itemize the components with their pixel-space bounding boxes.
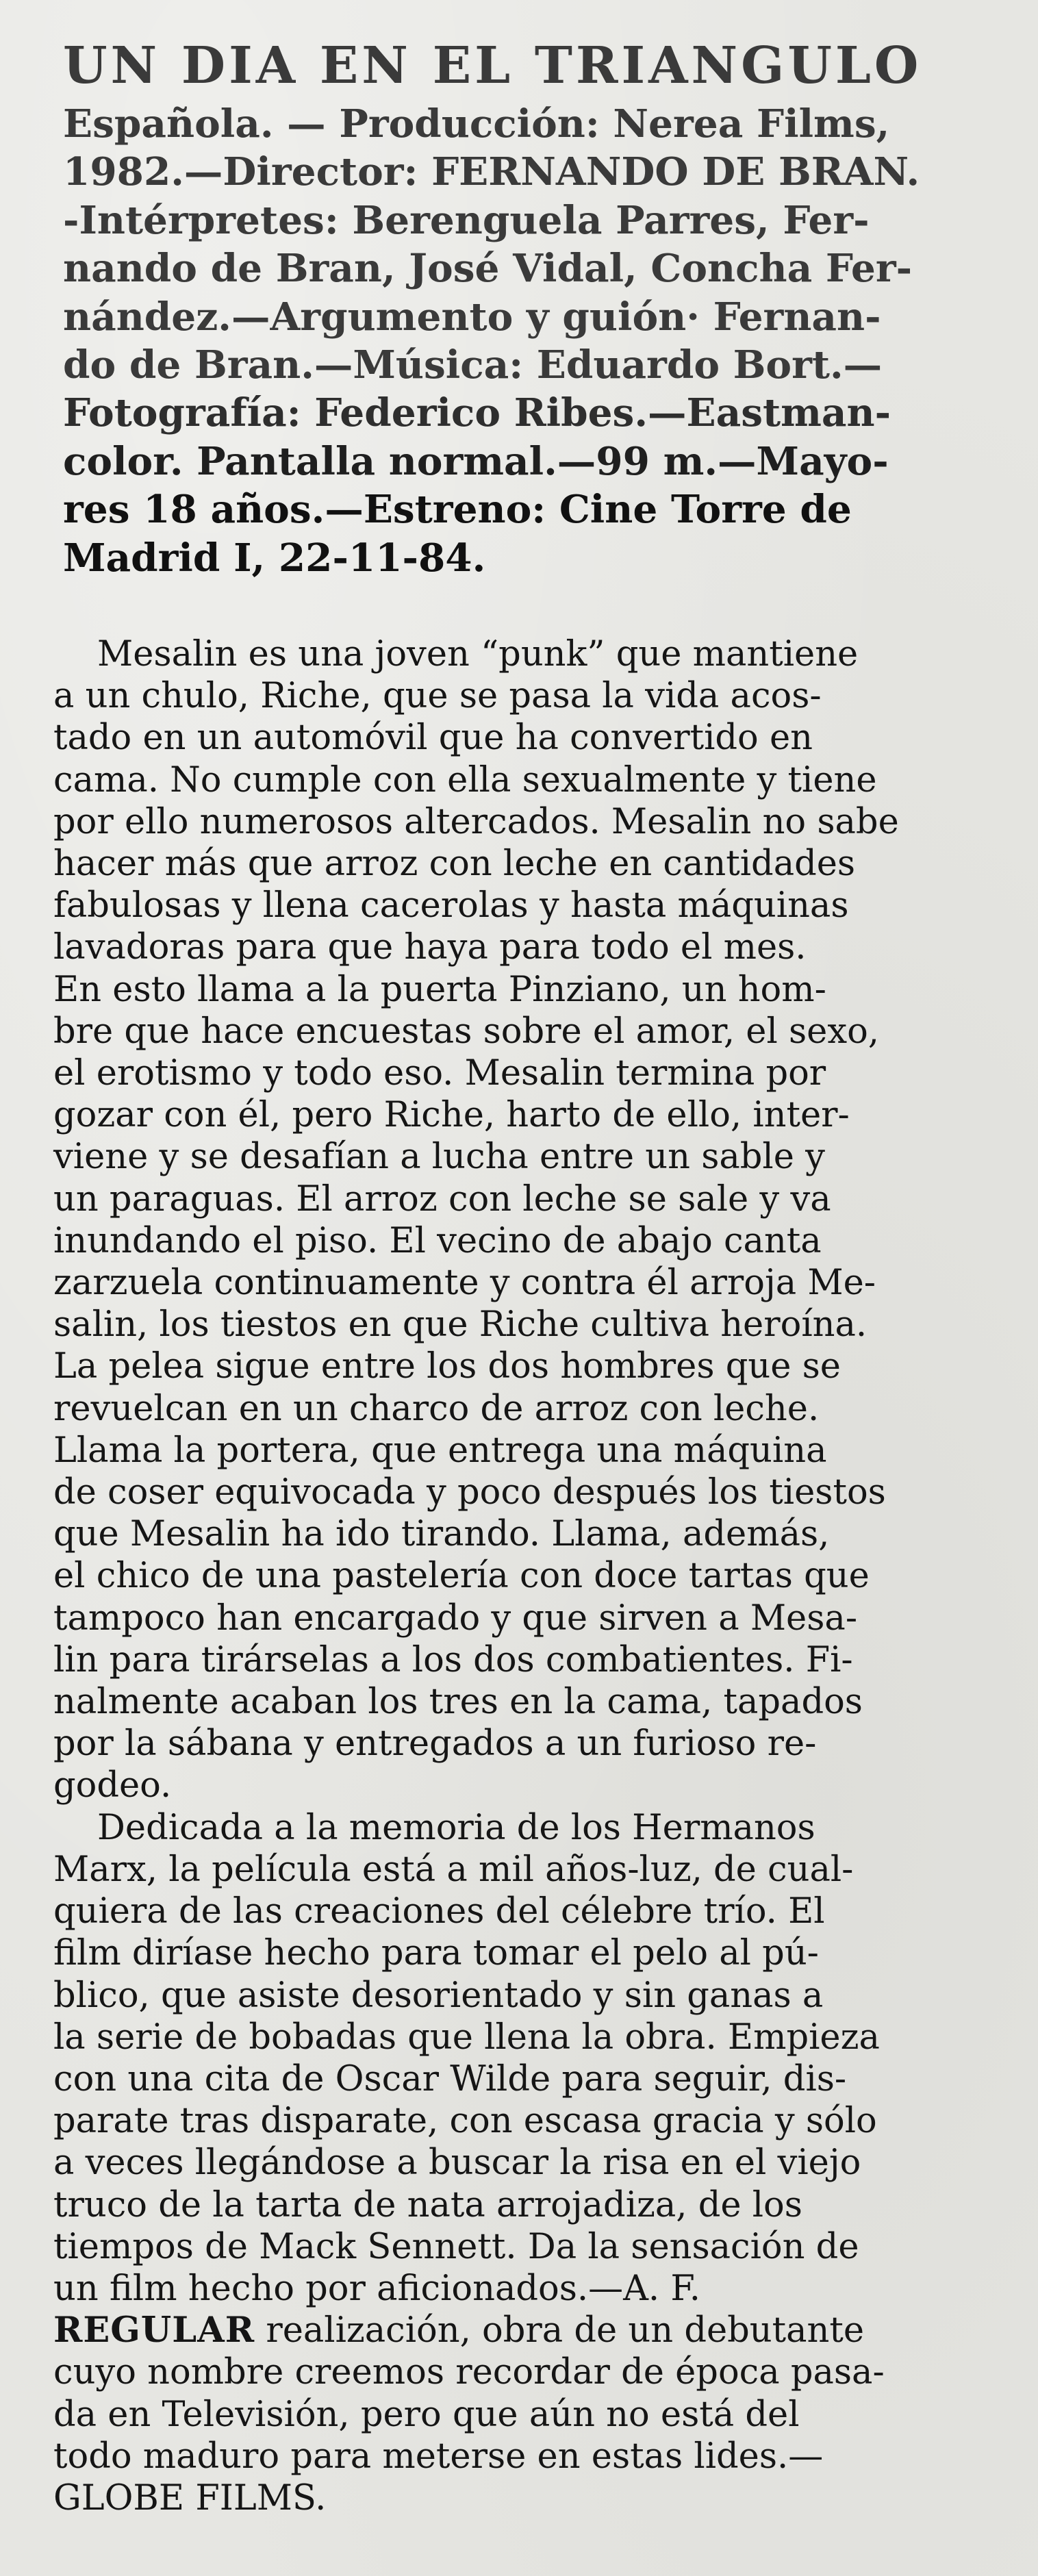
credits-line: res 18 años.—Estreno: Cine Torre de — [63, 487, 852, 533]
film-title: UN DIA EN EL TRIANGULO — [63, 36, 922, 95]
body-line: fabulosas y llena cacerolas y hasta máquinas — [53, 885, 849, 926]
body-line: parate tras disparate, con escasa gracia y sólo — [53, 2101, 877, 2142]
body-line: revuelcan en un charco de arroz con leche. — [53, 1388, 820, 1429]
body-line: a veces llegándose a buscar la risa en el viejo — [53, 2143, 861, 2184]
credits-line: -Intérpretes: Berenguela Parres, Fer- — [63, 197, 870, 243]
credits-line: Fotografía: Federico Ribes.—Eastman- — [63, 390, 891, 436]
distributor-line: GLOBE FILMS. — [53, 2477, 327, 2518]
body-line: da en Televisión, pero que aún no está del — [53, 2394, 800, 2435]
body-line: el chico de una pastelería con doce tartas que — [53, 1556, 870, 1597]
body-line: gozar con él, pero Riche, harto de ello, inter- — [53, 1095, 850, 1136]
body-line: un film hecho por aficionados.—A. F. — [53, 2268, 700, 2309]
body-line: bre que hace encuestas sobre el amor, el sexo, — [53, 1011, 879, 1052]
rating-text: realización, obra de un debutante — [255, 2310, 865, 2351]
body-line: salin, los tiestos en que Riche cultiva heroína. — [53, 1304, 868, 1346]
body-line: lin para tirárselas a los dos combatientes. Fi- — [53, 1639, 853, 1680]
rating-label: REGULAR — [53, 2310, 255, 2351]
body-line: de coser equivocada y poco después los tiestos — [53, 1472, 886, 1513]
body-line: godeo. — [53, 1765, 172, 1806]
credits-line: nández.—Argumento y guión· Fernan- — [63, 294, 881, 340]
body-line: cama. No cumple con ella sexualmente y tiene — [53, 759, 877, 800]
body-line: La pelea sigue entre los dos hombres que se — [53, 1346, 841, 1387]
film-credits — [63, 100, 994, 582]
credits-line: Española. — Producción: Nerea Films, — [63, 101, 890, 147]
body-line: un paraguas. El arroz con leche se sale y va — [53, 1178, 831, 1220]
body-line: tado en un automóvil que ha convertido en — [53, 718, 813, 759]
body-line: Dedicada a la memoria de los Hermanos — [97, 1807, 815, 1848]
body-line: Llama la portera, que entrega una máquina — [53, 1430, 827, 1471]
body-line: viene y se desafían a lucha entre un sable y — [53, 1137, 825, 1178]
body-line: hacer más que arroz con leche en cantidades — [53, 844, 856, 885]
critique-paragraph — [53, 1807, 991, 2310]
body-line: la serie de bobadas que llena la obra. Empieza — [53, 2017, 880, 2058]
body-line: zarzuela continuamente y contra él arroja Me- — [53, 1263, 876, 1304]
body-line: por ello numerosos altercados. Mesalin no sabe — [53, 801, 899, 842]
body-line: truco de la tarta de nata arrojadiza, de los — [53, 2184, 802, 2225]
body-line: tiempos de Mack Sennett. Da la sensación de — [53, 2226, 859, 2267]
body-line: con una cita de Oscar Wilde para seguir, dis- — [53, 2058, 847, 2099]
body-line: tampoco han encargado y que sirven a Mesa- — [53, 1598, 858, 1639]
body-line: el erotismo y todo eso. Mesalin termina por — [53, 1053, 826, 1094]
synopsis-paragraph — [53, 633, 991, 1807]
body-line: por la sábana y entregados a un furioso re- — [53, 1723, 817, 1765]
rating-line — [53, 2310, 991, 2351]
credits-line: color. Pantalla normal.—99 m.—Mayo- — [63, 438, 889, 484]
body-line: inundando el piso. El vecino de abajo canta — [53, 1220, 822, 1261]
body-line: En esto llama a la puerta Pinziano, un hom- — [53, 969, 826, 1010]
film-review-header — [63, 34, 994, 582]
credits-line: 1982.—Director: FERNANDO DE BRAN. — [63, 149, 920, 195]
body-line: film diríase hecho para tomar el pelo al pú- — [53, 1933, 819, 1974]
body-line: que Mesalin ha ido tirando. Llama, además, — [53, 1514, 830, 1555]
body-line: Mesalin es una joven “punk” que mantiene — [97, 634, 859, 674]
body-line: blico, que asiste desorientado y sin ganas a — [53, 1975, 824, 2016]
review-body — [53, 633, 991, 2519]
credits-line: do de Bran.—Música: Eduardo Bort.— — [63, 342, 883, 388]
body-line: todo maduro para meterse en estas lides.— — [53, 2436, 824, 2477]
body-line: lavadoras para que haya para todo el mes. — [53, 927, 807, 968]
body-line: cuyo nombre creemos recordar de época pasa- — [53, 2352, 885, 2393]
credits-line: nando de Bran, José Vidal, Concha Fer- — [63, 246, 913, 292]
body-line: a un chulo, Riche, que se pasa la vida acos- — [53, 676, 822, 717]
body-line: Marx, la película está a mil años-luz, de cual- — [53, 1849, 854, 1890]
rating-paragraph — [53, 2310, 991, 2519]
credits-line: Madrid I, 22-11-84. — [63, 535, 486, 581]
body-line: quiera de las creaciones del célebre trío. El — [53, 1891, 825, 1932]
body-line: nalmente acaban los tres en la cama, tapados — [53, 1682, 863, 1723]
